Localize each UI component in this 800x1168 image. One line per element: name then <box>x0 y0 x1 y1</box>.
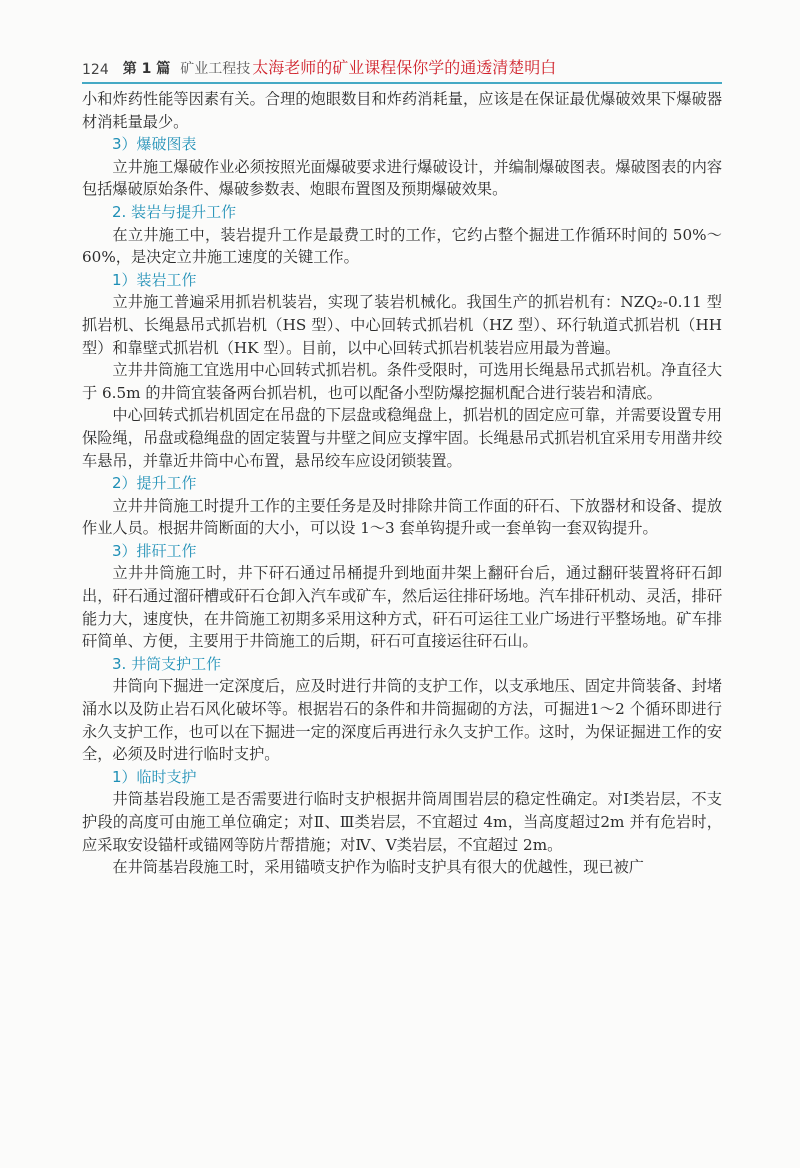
running-header <box>82 50 722 78</box>
chapter-title: 矿业工程技 <box>180 61 251 77</box>
page-body <box>82 88 722 879</box>
paragraph: 中心回转式抓岩机固定在吊盘的下层盘或稳绳盘上，抓岩机的固定应可靠，并需要设置专用保险绳，吊盘或稳绳盘的固定装置与井壁之间应支撑牢固。长绳悬吊式抓岩机宜采用专用凿井绞车悬吊，并靠近井筒中心布置，悬吊绞车应设闭锁装置。 <box>82 406 722 470</box>
subsection-heading: 1）临时支护 <box>112 767 197 786</box>
paragraph: 立井施工爆破作业必须按照光面爆破要求进行爆破设计，并编制爆破图表。爆破图表的内容包括爆破原始条件、爆破参数表、炮眼布置图及预期爆破效果。 <box>82 157 722 199</box>
part-label: 第 1 篇 <box>122 61 171 77</box>
page-number: 124 <box>82 62 109 78</box>
paragraph: 立井井筒施工时提升工作的主要任务是及时排除井筒工作面的矸石、下放器材和设备、提放作业人员。根据井筒断面的大小，可以设 1～3 套单钩提升或一套单钩一套双钩提升。 <box>82 496 722 538</box>
subsection-heading: 3）排矸工作 <box>112 541 197 560</box>
paragraph: 在井筒基岩段施工时，采用锚喷支护作为临时支护具有很大的优越性，现已被广 <box>112 858 644 877</box>
paragraph: 小和炸药性能等因素有关。合理的炮眼数目和炸药消耗量，应该是在保证最优爆破效果下爆破器材消耗量最少。 <box>82 90 722 131</box>
paragraph: 立井施工普遍采用抓岩机装岩，实现了装岩机械化。我国生产的抓岩机有：NZQ₂-0.11 型抓岩机、长绳悬吊式抓岩机（HS 型）、中心回转式抓岩机（HZ 型）、环行轨道式抓岩机（HH 型）和靠壁式抓岩机（HK 型）。目前，以中心回转式抓岩机装岩应用最为普遍。 <box>82 293 722 357</box>
paragraph: 立井井筒施工时，井下矸石通过吊桶提升到地面井架上翻矸台后，通过翻矸装置将矸石卸出，矸石通过溜矸槽或矸石仓卸入汽车或矿车，然后运往排矸场地。汽车排矸机动、灵活，排矸能力大，速度快，在井筒施工初期多采用这种方式，矸石可运往工业广场进行平整场地。矿车排矸简单、方便，主要用于井筒施工的后期，矸石可直接运往矸石山。 <box>82 564 722 651</box>
subsection-heading: 1）装岩工作 <box>112 270 197 289</box>
subsection-heading: 2）提升工作 <box>112 474 197 493</box>
subsection-heading: 3）爆破图表 <box>112 135 197 154</box>
paragraph: 在立井施工中，装岩提升工作是最费工时的工作，它约占整个掘进工作循环时间的 50%～60%，是决定立井施工速度的关键工作。 <box>82 225 722 267</box>
watermark-text: 太海老师的矿业课程保你学的通透清楚明白 <box>252 58 557 77</box>
paragraph: 井筒向下掘进一定深度后，应及时进行井筒的支护工作，以支承地压、固定井筒装备、封堵涌水以及防止岩石风化破坏等。根据岩石的条件和井筒掘砌的方法，可掘进1～2 个循环即进行永久支护工作，也可以在下掘进一定的深度后再进行永久支护工作。这时，为保证掘进工作的安全，必须及时进行临时支护。 <box>82 677 722 764</box>
paragraph: 井筒基岩段施工是否需要进行临时支护根据井筒周围岩层的稳定性确定。对Ⅰ类岩层，不支护段的高度可由施工单位确定；对Ⅱ、Ⅲ类岩层，不宜超过 4m，当高度超过2m 并有危岩时，应采取安设锚杆或锚网等防片帮措施；对Ⅳ、Ⅴ类岩层，不宜超过 2m。 <box>82 790 722 854</box>
header-rule <box>82 82 722 84</box>
section-heading: 2. 装岩与提升工作 <box>112 202 237 221</box>
paragraph: 立井井筒施工宜选用中心回转式抓岩机。条件受限时，可选用长绳悬吊式抓岩机。净直径大于 6.5m 的井筒宜装备两台抓岩机，也可以配备小型防爆挖掘机配合进行装岩和清底。 <box>82 361 722 402</box>
section-heading: 3. 井筒支护工作 <box>112 654 222 673</box>
